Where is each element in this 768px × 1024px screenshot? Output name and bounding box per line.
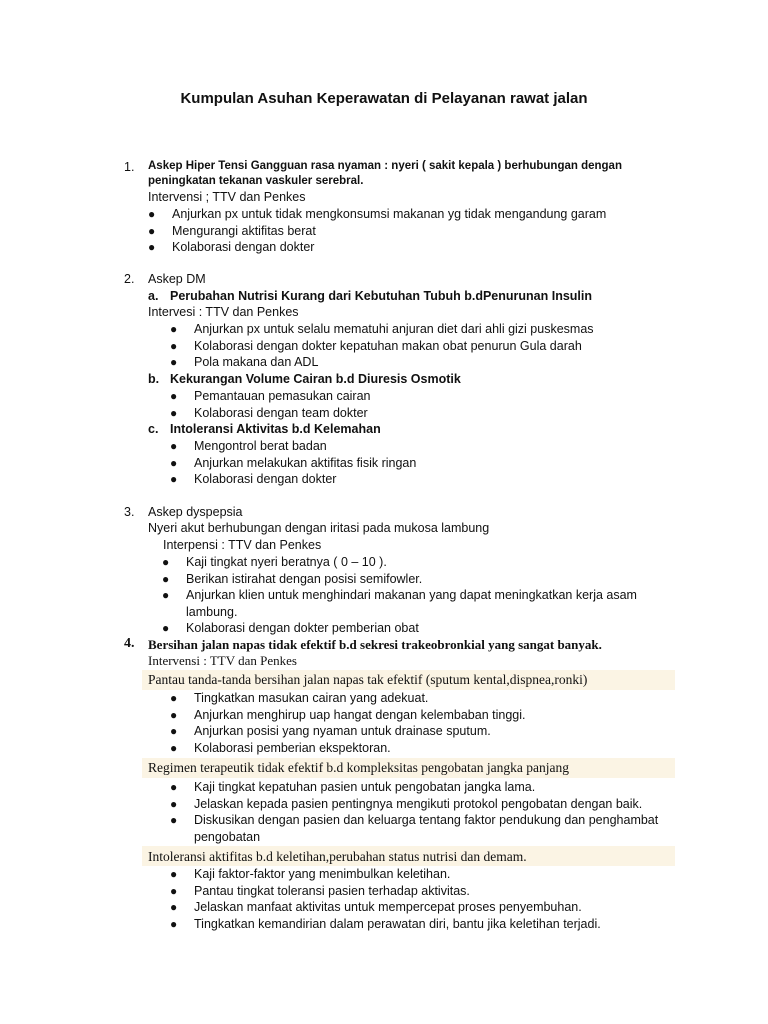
section-2b-heading: Kekurangan Volume Cairan b.d Diuresis Osmotik <box>170 372 461 386</box>
diagnosis-3-list <box>168 866 601 932</box>
diagnosis-1-heading: Pantau tanda-tanda bersihan jalan napas tak efektif (sputum kental,dispnea,ronki) <box>148 672 588 687</box>
section-2-heading: Askep DM <box>148 272 206 286</box>
bullet-icon: ● <box>170 472 178 486</box>
section-2c-letter: c. <box>148 422 159 436</box>
list-item: ● Anjurkan menghirup uap hangat dengan kelembaban tinggi. <box>170 707 526 722</box>
bullet-icon: ● <box>170 740 178 755</box>
section-2a-letter: a. <box>148 289 159 303</box>
list-item: ● Kolaborasi pemberian ekspektoran. <box>170 740 391 755</box>
list-item: ● Anjurkan posisi yang nyaman untuk drainase sputum. <box>170 724 491 738</box>
list-item: ● Kolaborasi dengan team dokter <box>170 405 368 420</box>
section-3-interpensi: Interpensi : TTV dan Penkes <box>163 538 322 552</box>
section-4-heading: Bersihan jalan napas tidak efektif b.d sekresi trakeobronkial yang sangat banyak. <box>148 637 602 652</box>
bullet-icon: ● <box>170 916 178 931</box>
list-item: ● Anjurkan px untuk tidak mengkonsumsi makanan yg tidak mengandung garam <box>148 207 607 221</box>
list-item: ● Kolaborasi dengan dokter <box>170 472 337 486</box>
list-item: ● Pemantauan pemasukan cairan <box>170 389 371 403</box>
bullet-icon: ● <box>170 455 178 470</box>
diagnosis-2-heading: Regimen terapeutik tidak efektif b.d kompleksitas pengobatan jangka panjang <box>148 760 569 775</box>
bullet-icon: ● <box>170 691 178 705</box>
bullet-icon: ● <box>170 883 178 898</box>
list-item: ● Kolaborasi dengan dokter pemberian obat <box>162 621 419 635</box>
bullet-icon: ● <box>170 796 178 811</box>
bullet-icon: ● <box>170 780 178 794</box>
section-2-number: 2. <box>124 272 135 286</box>
section-1-intervensi: Intervensi ; TTV dan Penkes <box>148 190 306 204</box>
list-item: ● Kaji tingkat kepatuhan pasien untuk pengobatan jangka lama. <box>170 780 536 794</box>
list-item: ● Anjurkan px untuk selalu mematuhi anjuran diet dari ahli gizi puskesmas <box>170 322 594 336</box>
bullet-icon: ● <box>170 322 178 336</box>
list-item: ● Kaji faktor-faktor yang menimbulkan keletihan. <box>170 867 451 881</box>
bullet-icon: ● <box>170 900 178 914</box>
bullet-icon: ● <box>148 223 156 238</box>
list-item: ● Jelaskan kepada pasien pentingnya mengikuti protokol pengobatan dengan baik. <box>170 796 643 811</box>
section-3-list <box>160 554 666 637</box>
bullet-icon: ● <box>162 555 170 569</box>
bullet-icon: ● <box>170 439 178 453</box>
section-2b-letter: b. <box>148 372 160 386</box>
list-item: ● Anjurkan klien untuk menghindari makanan yang dapat meningkatkan kerja asam lambung. <box>162 588 637 619</box>
list-item: ● Kaji tingkat nyeri beratnya ( 0 – 10 ). <box>162 555 387 569</box>
list-item: ● Berikan istirahat dengan posisi semifowler. <box>162 571 423 586</box>
section-1-heading <box>148 160 622 172</box>
section-4-number: 4. <box>124 636 135 651</box>
bullet-icon: ● <box>148 207 156 221</box>
section-3-heading: Askep dyspepsia <box>148 505 243 519</box>
list-item: ● Anjurkan melakukan aktifitas fisik ringan <box>170 455 417 470</box>
bullet-icon: ● <box>170 338 178 353</box>
section-2-intervesi: Intervesi : TTV dan Penkes <box>148 305 299 319</box>
bullet-icon: ● <box>170 867 178 881</box>
section-2c-list <box>168 438 416 488</box>
diagnosis-1-list <box>168 690 526 756</box>
diagnosis-2-list <box>168 779 674 845</box>
bullet-icon: ● <box>170 405 178 420</box>
list-item: ● Mengurangi aktifitas berat <box>148 223 316 238</box>
section-1-number: 1. <box>124 160 135 174</box>
section-3-number: 3. <box>124 505 135 519</box>
list-item: ● Mengontrol berat badan <box>170 439 327 453</box>
section-2c-heading: Intoleransi Aktivitas b.d Kelemahan <box>170 422 381 436</box>
section-1-heading-line2: peningkatan tekanan vaskuler serebral. <box>148 175 364 187</box>
list-item: ● Jelaskan manfaat aktivitas untuk mempercepat proses penyembuhan. <box>170 900 582 914</box>
section-2b-list <box>168 388 371 421</box>
section-1-heading-bold: Askep Hiper Tensi <box>148 160 248 172</box>
list-item: ● Kolaborasi dengan dokter <box>148 240 315 254</box>
bullet-icon: ● <box>162 571 170 586</box>
bullet-icon: ● <box>162 621 170 635</box>
bullet-icon: ● <box>148 240 156 254</box>
list-item: ● Pola makana dan ADL <box>170 355 319 369</box>
bullet-icon: ● <box>162 588 170 602</box>
bullet-icon: ● <box>170 707 178 722</box>
list-item: ● Pantau tingkat toleransi pasien terhadap aktivitas. <box>170 883 470 898</box>
list-item: ● Kolaborasi dengan dokter kepatuhan makan obat penurun Gula darah <box>170 338 582 353</box>
list-item: ● Tingkatkan kemandirian dalam perawatan diri, bantu jika keletihan terjadi. <box>170 916 601 931</box>
bullet-icon: ● <box>170 355 178 369</box>
section-1-heading-rest: Gangguan rasa nyaman : nyeri ( sakit kepala ) berhubungan dengan <box>247 160 622 172</box>
bullet-icon: ● <box>170 813 178 827</box>
list-item: ● Tingkatkan masukan cairan yang adekuat. <box>170 691 429 705</box>
section-2a-heading: Perubahan Nutrisi Kurang dari Kebutuhan Tubuh b.dPenurunan Insulin <box>170 289 592 303</box>
section-4-intervensi: Intervensi : TTV dan Penkes <box>148 653 297 668</box>
page-title: Kumpulan Asuhan Keperawatan di Pelayanan rawat jalan <box>180 90 588 107</box>
section-2a-list <box>168 321 594 371</box>
bullet-icon: ● <box>170 389 178 403</box>
bullet-icon: ● <box>170 724 178 738</box>
list-item: ● Diskusikan dengan pasien dan keluarga tentang faktor pendukung dan penghambat pengobatan <box>170 813 659 844</box>
diagnosis-3-heading: Intoleransi aktifitas b.d keletihan,perubahan status nutrisi dan demam. <box>148 849 527 864</box>
section-3-line1: Nyeri akut berhubungan dengan iritasi pada mukosa lambung <box>148 521 490 535</box>
section-1-list <box>146 206 606 256</box>
